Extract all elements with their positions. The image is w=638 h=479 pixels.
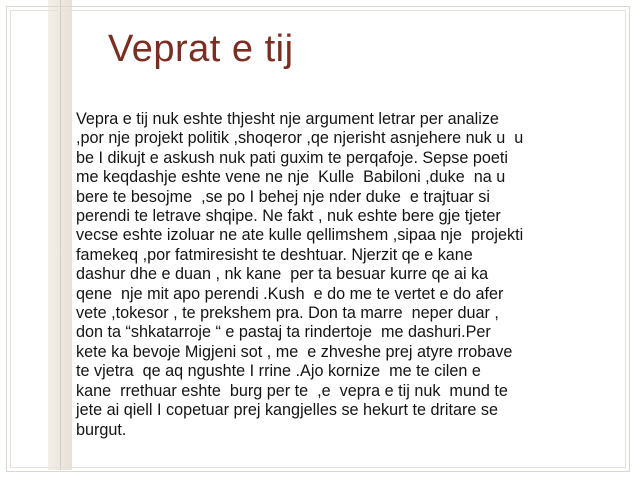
body-line: burgut. [76,420,127,439]
slide-body-text [76,110,624,440]
body-line: te vjetra qe aq ngushte I rrine .Ajo kornize me te cilen e [76,362,481,381]
body-line: kete ka bevoje Migjeni sot , me e zhveshe prej atyre rrobave [76,342,513,361]
body-line: don ta “shkatarroje “ e pastaj ta rindertoje me dashuri.Per [76,323,491,342]
body-line: ,por nje projekt politik ,shoqeror ,qe njerisht asnjehere nuk u u [76,129,524,148]
body-line: Vepra e tij nuk eshte thjesht nje argument letrar per analize [76,110,499,128]
body-line: qene nje mit apo perendi .Kush e do me te vertet e do afer [76,284,504,303]
body-line: vete ,tokesor , te prekshem pra. Don ta marre neper duar , [76,304,499,323]
body-line: be I dikujt e askush nuk pati guxim te perqafoje. Sepse poeti [76,148,508,167]
body-line: perendi te letrave shqipe. Ne fakt , nuk eshte bere gje tjeter [76,207,501,226]
body-line: bere te besojme ,se po I behej nje nder duke e trajtuar si [76,187,490,206]
body-line: kane rrethuar eshte burg per te ,e vepra e tij nuk mund te [76,381,508,400]
body-line: jete ai qiell I copetuar prej kangjelles se hekurt te dritare se [76,401,499,420]
slide-title: Veprat e tij [108,28,294,70]
body-line: dashur dhe e duan , nk kane per ta besuar kurre qe ai ka [76,265,489,284]
body-line: me keqdashje eshte vene ne nje Kulle Babiloni ,duke na u [76,168,506,187]
body-line: famekeq ,por fatmiresisht te deshtuar. Njerzit qe e kane [76,245,473,264]
body-line: vecse eshte izoluar ne ate kulle qellimshem ,sipaa nje projekti [76,226,524,245]
